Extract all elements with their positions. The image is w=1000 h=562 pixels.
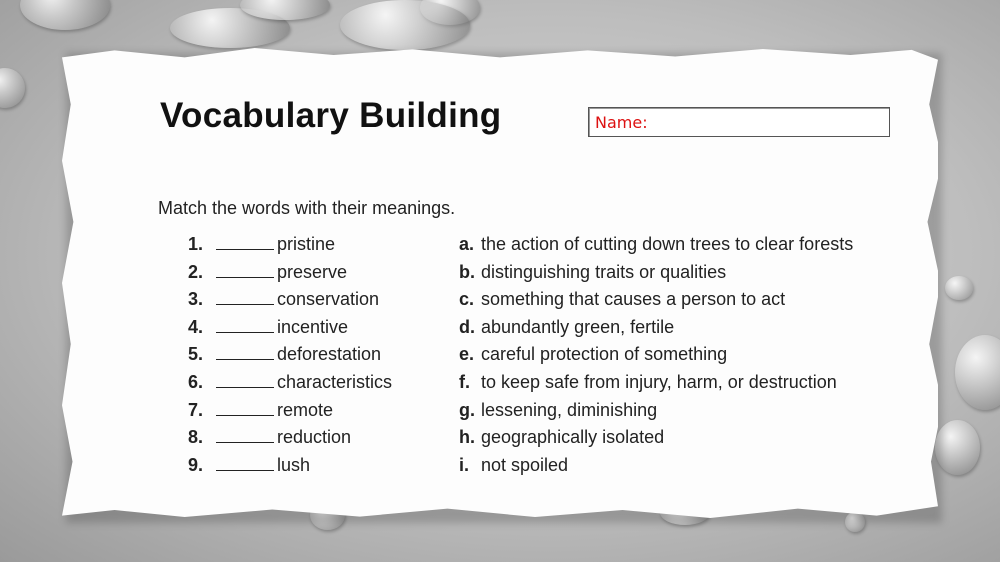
word-number: 7.: [188, 400, 204, 420]
answer-blank[interactable]: [216, 428, 274, 443]
meaning-letter: c.: [459, 289, 475, 309]
answer-blank[interactable]: [216, 401, 274, 416]
meaning-text: something that causes a person to act: [481, 289, 786, 309]
word-row: [188, 289, 379, 316]
meaning-text: not spoiled: [481, 455, 569, 475]
word-row: [188, 262, 347, 289]
word-row: [188, 427, 351, 454]
meaning-letter: f.: [459, 372, 470, 392]
meaning-row: [459, 317, 674, 344]
name-field[interactable]: [588, 107, 890, 137]
word-text: preserve: [277, 262, 348, 282]
meaning-text: distinguishing traits or qualities: [481, 262, 727, 282]
answer-blank[interactable]: [216, 318, 274, 333]
water-drop-decoration: [955, 335, 1000, 410]
meaning-letter: g.: [459, 400, 475, 420]
meaning-letter: h.: [459, 427, 475, 447]
word-row: [188, 344, 381, 371]
word-text: reduction: [277, 427, 352, 447]
answer-blank[interactable]: [216, 263, 274, 278]
meaning-row: [459, 455, 568, 482]
word-text: lush: [277, 455, 311, 475]
meaning-row: [459, 262, 726, 289]
answer-blank[interactable]: [216, 345, 274, 360]
meaning-letter: b.: [459, 262, 475, 282]
meaning-text: abundantly green, fertile: [481, 317, 675, 337]
word-number: 1.: [188, 234, 204, 254]
meaning-letter: a.: [459, 234, 475, 254]
meaning-row: [459, 427, 664, 454]
word-text: pristine: [277, 234, 336, 254]
word-text: remote: [277, 400, 334, 420]
meaning-text: lessening, diminishing: [481, 400, 658, 420]
instructions-text: Match the words with their meanings.: [158, 198, 456, 218]
word-text: incentive: [277, 317, 349, 337]
worksheet-title: Vocabulary Building: [160, 96, 502, 135]
word-row: [188, 234, 335, 261]
word-text: conservation: [277, 289, 380, 309]
word-text: deforestation: [277, 344, 382, 364]
answer-blank[interactable]: [216, 456, 274, 471]
meaning-text: careful protection of something: [481, 344, 728, 364]
meaning-text: to keep safe from injury, harm, or destruction: [481, 372, 837, 392]
word-row: [188, 372, 392, 399]
word-number: 4.: [188, 317, 204, 337]
meaning-text: the action of cutting down trees to clear forests: [481, 234, 854, 254]
water-drop-decoration: [20, 0, 110, 30]
water-drop-decoration: [945, 276, 973, 300]
meaning-row: [459, 289, 785, 316]
word-row: [188, 400, 333, 427]
word-number: 3.: [188, 289, 204, 309]
answer-blank[interactable]: [216, 290, 274, 305]
word-number: 9.: [188, 455, 204, 475]
word-row: [188, 317, 348, 344]
word-number: 2.: [188, 262, 204, 282]
answer-blank[interactable]: [216, 373, 274, 388]
meaning-row: [459, 344, 727, 371]
word-number: 8.: [188, 427, 204, 447]
answer-blank[interactable]: [216, 235, 274, 250]
meaning-row: [459, 234, 853, 261]
meaning-letter: i.: [459, 455, 470, 475]
word-row: [188, 455, 310, 482]
water-drop-decoration: [340, 0, 470, 50]
word-number: 6.: [188, 372, 204, 392]
water-drop-decoration: [0, 68, 25, 108]
meaning-row: [459, 372, 837, 399]
word-number: 5.: [188, 344, 204, 364]
meaning-text: geographically isolated: [481, 427, 665, 447]
word-text: characteristics: [277, 372, 393, 392]
name-label: Name:: [595, 113, 648, 132]
meaning-letter: d.: [459, 317, 475, 337]
meaning-letter: e.: [459, 344, 475, 364]
meaning-row: [459, 400, 657, 427]
